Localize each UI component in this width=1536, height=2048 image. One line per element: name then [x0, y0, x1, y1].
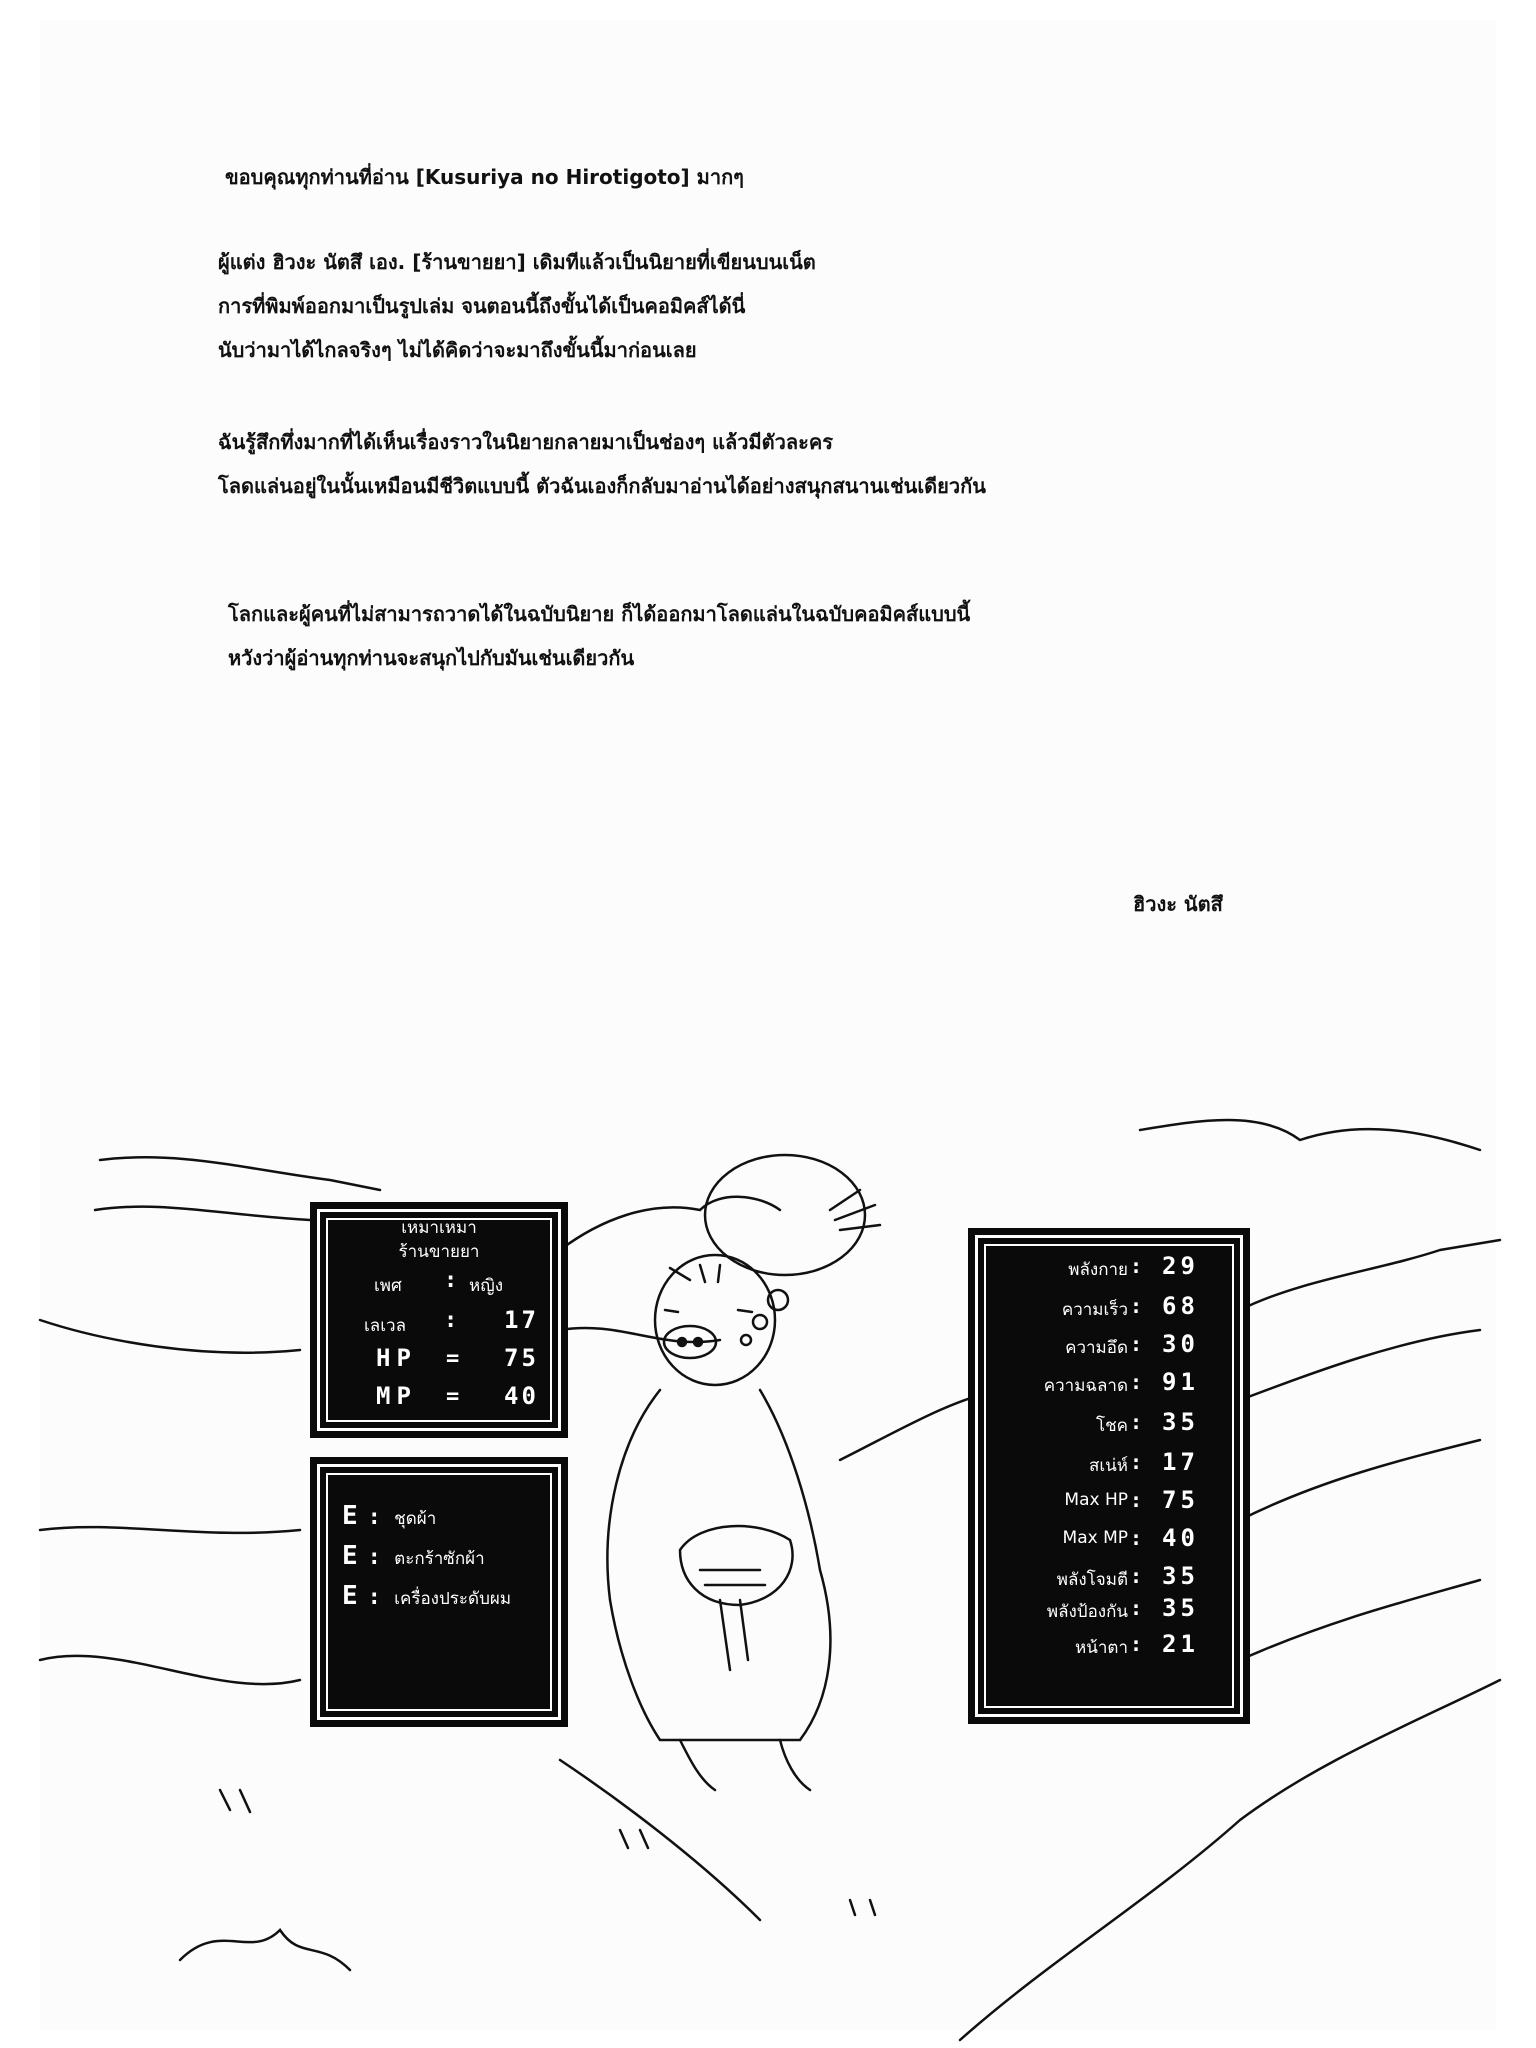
level-colon: :	[444, 1308, 458, 1333]
stat-value: 21	[1162, 1630, 1199, 1658]
stat-label: หน้าตา	[1075, 1638, 1128, 1658]
hp-colon: =	[446, 1346, 460, 1371]
feelings-paragraph	[218, 420, 986, 508]
gender-value: หญิง	[469, 1276, 503, 1296]
note-line: ฉันรู้สึกทึ่งมากที่ได้เห็นเรื่องราวในนิยายกลายมาเป็นช่องๆ แล้วมีตัวละคร	[218, 430, 833, 454]
stat-value: 35	[1162, 1408, 1199, 1436]
equipment-item: E : เครื่องประดับผม	[342, 1581, 512, 1611]
equipment-item: E : ชุดผ้า	[342, 1501, 437, 1531]
author-signature: ฮิวงะ นัตสึ	[1133, 892, 1223, 916]
stat-label: พลังป้องกัน	[1046, 1602, 1128, 1622]
stat-value: 75	[1162, 1486, 1199, 1514]
stat-colon: :	[1130, 1370, 1143, 1394]
character-status-window	[310, 1202, 568, 1438]
gender-label: เพศ	[374, 1276, 402, 1296]
note-line: นับว่ามาได้ไกลจริงๆ ไม่ได้คิดว่าจะมาถึงขั้นนี้มาก่อนเลย	[218, 338, 697, 362]
equipment-item: E : ตะกร้าซักผ้า	[342, 1541, 485, 1571]
stat-value: 35	[1162, 1594, 1199, 1622]
stat-label: ความฉลาด	[1043, 1376, 1128, 1396]
note-line: หวังว่าผู้อ่านทุกท่านจะสนุกไปกับมันเช่นเดียวกัน	[228, 646, 635, 670]
stat-label: พลังกาย	[1068, 1260, 1128, 1280]
level-value: 17	[504, 1306, 539, 1334]
level-label: เลเวล	[364, 1316, 407, 1336]
stat-label: โชค	[1095, 1416, 1128, 1436]
equipped-marker: E	[342, 1501, 358, 1531]
author-paragraph	[218, 240, 816, 372]
stat-colon: :	[1130, 1294, 1143, 1318]
stat-label: ความอึด	[1065, 1338, 1128, 1358]
equipment-window	[310, 1457, 568, 1727]
note-line: โลดแล่นอยู่ในนั้นเหมือนมีชีวิตแบบนี้ ตัวฉันเองก็กลับมาอ่านได้อย่างสนุกสนานเช่นเดียวกัน	[218, 474, 986, 498]
mp-label: MP	[376, 1382, 417, 1410]
stat-colon: :	[1130, 1488, 1143, 1512]
gender-colon: :	[444, 1268, 458, 1293]
character-name: เหมาเหมา	[401, 1218, 477, 1238]
stat-label: สเน่ห์	[1088, 1456, 1128, 1476]
hp-value: 75	[504, 1344, 539, 1372]
stat-value: 68	[1162, 1292, 1199, 1320]
stat-value: 35	[1162, 1562, 1199, 1590]
stat-value: 17	[1162, 1448, 1199, 1476]
stat-colon: :	[1130, 1410, 1143, 1434]
equipment-item-label: ตะกร้าซักผ้า	[394, 1549, 485, 1569]
note-line: การที่พิมพ์ออกมาเป็นรูปเล่ม จนตอนนี้ถึงขั้นได้เป็นคอมิคส์ได้นี่	[218, 294, 746, 318]
stat-value: 30	[1162, 1330, 1199, 1358]
note-line: ผู้แต่ง ฮิวงะ นัตสึ เอง. [ร้านขายยา] เดิมทีแล้วเป็นนิยายที่เขียนบนเน็ต	[218, 250, 816, 274]
stat-value: 40	[1162, 1524, 1199, 1552]
stat-colon: :	[1130, 1632, 1143, 1656]
equipment-item-label: เครื่องประดับผม	[394, 1589, 512, 1609]
note-line: ขอบคุณทุกท่านที่อ่าน [Kusuriya no Hirotigoto] มากๆ	[225, 165, 744, 189]
stat-colon: :	[1130, 1332, 1143, 1356]
stat-value: 29	[1162, 1252, 1199, 1280]
stat-colon: :	[1130, 1564, 1143, 1588]
hope-paragraph	[228, 592, 970, 680]
equipped-marker: E	[342, 1581, 358, 1611]
stat-colon: :	[1130, 1254, 1143, 1278]
mp-colon: =	[446, 1384, 460, 1409]
equipment-item-label: ชุดผ้า	[394, 1509, 437, 1529]
mp-value: 40	[504, 1382, 539, 1410]
comic-illustration	[0, 1100, 1536, 2048]
stat-label: Max HP	[1064, 1490, 1128, 1510]
attribute-stats-window	[968, 1228, 1250, 1724]
thanks-paragraph	[225, 155, 744, 199]
character-job: ร้านขายยา	[398, 1242, 480, 1262]
stat-colon: :	[1130, 1450, 1143, 1474]
stat-colon: :	[1130, 1526, 1143, 1550]
stat-label: Max MP	[1062, 1528, 1128, 1548]
stat-value: 91	[1162, 1368, 1199, 1396]
equipped-marker: E	[342, 1541, 358, 1571]
stat-label: ความเร็ว	[1061, 1300, 1128, 1320]
stat-colon: :	[1130, 1596, 1143, 1620]
note-line: โลกและผู้คนที่ไม่สามารถวาดได้ในฉบับนิยาย ก็ได้ออกมาโลดแล่นในฉบับคอมิคส์แบบนี้	[228, 602, 971, 626]
hp-label: HP	[376, 1344, 417, 1372]
landscape-drawing	[0, 1100, 1536, 2048]
stat-label: พลังโจมตี	[1056, 1570, 1128, 1590]
